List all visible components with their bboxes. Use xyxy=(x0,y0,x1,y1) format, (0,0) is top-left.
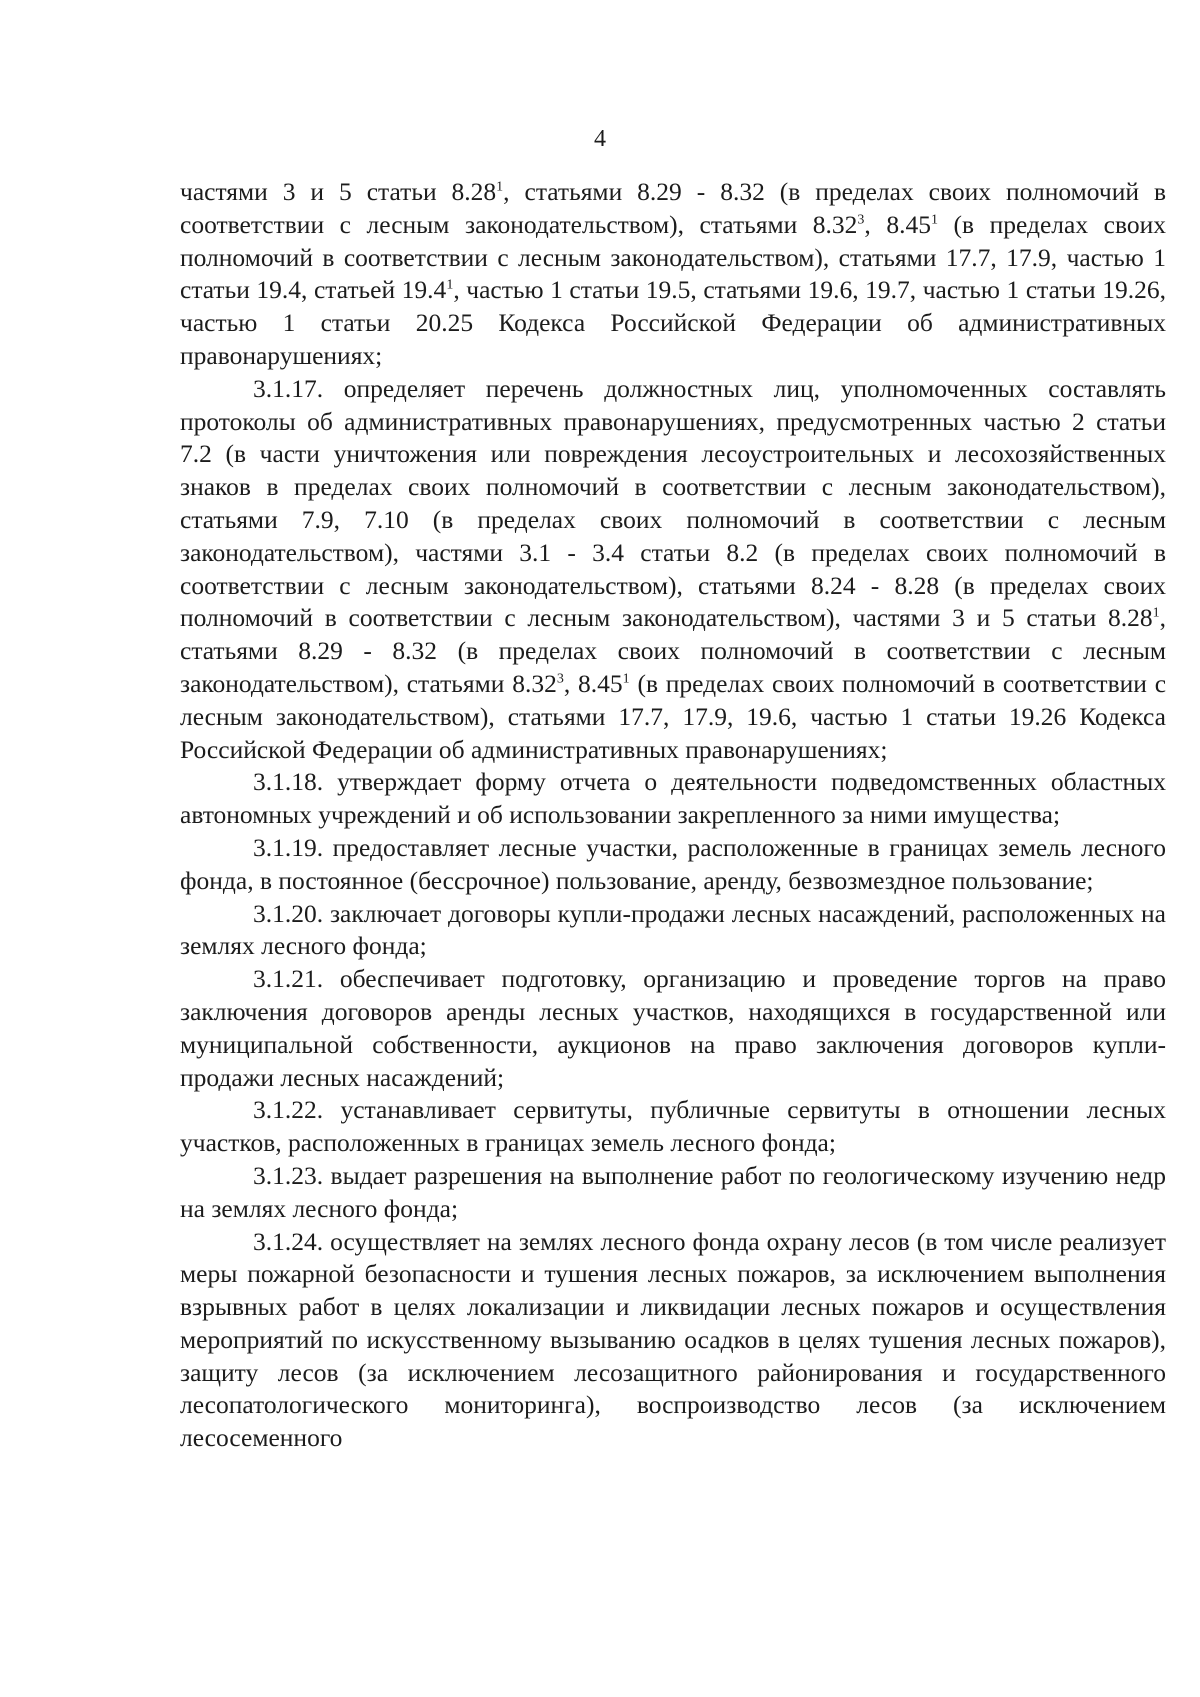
paragraph-text: 3.1.24. осуществляет на землях лесного фонда охрану лесов (в том числе реализует меры пожарной безопасности и тушения лесных пожаров, за исключением выполнения взрывных работ в целях локализации и ликвидации лесных пожаров и осуществления мероприятий по искусственному вызыванию осадков в целях тушения лесных пожаров), защиту лесов (за исключением лесозащитного районирования и государственного лесопатологического мониторинга), воспроизводство лесов (за исключением лесосеменного xyxy=(180,1226,1166,1453)
paragraph-text: 3.1.21. обеспечивает подготовку, организацию и проведение торгов на право заключения договоров аренды лесных участков, находящихся в государственной или муниципальной собственности, аукционов на право заключения договоров купли-продажи лесных насаждений; xyxy=(180,964,1166,1092)
paragraph-text: (в пределах своих полномочий в соответствии с лесным законодательством), статьями 17.7, 17.9, частью 1 статьи 19.4, статьей 19.4 xyxy=(180,209,1166,305)
paragraph-clause xyxy=(180,1094,1166,1160)
superscript-index: 1 xyxy=(446,277,454,293)
superscript-index: 3 xyxy=(556,671,564,687)
paragraph-clause xyxy=(180,373,1166,767)
paragraph-text: (в пределах своих полномочий в соответствии с лесным законодательством), статьями 17.7, 17.9, 19.6, частью 1 статьи 19.26 Кодекса Российской Федерации об административных правонарушениях; xyxy=(180,668,1167,764)
paragraph-text: , 8.45 xyxy=(563,668,623,698)
paragraph-text: 3.1.23. выдает разрешения на выполнение работ по геологическому изучению недр на землях лесного фонда; xyxy=(180,1160,1166,1223)
paragraph-text: , 8.45 xyxy=(864,209,931,239)
paragraph-text: 3.1.17. определяет перечень должностных лиц, уполномоченных составлять протоколы об административных правонарушениях, предусмотренных частью 2 статьи 7.2 (в части уничтожения или повреждения лесоустроительных и лесохозяйственных знаков в пределах своих полномочий в соответствии с лесным законодательством), статьями 7.9, 7.10 (в пределах своих полномочий в соответствии с лесным законодательством), частями 3.1 - 3.4 статьи 8.2 (в пределах своих полномочий в соответствии с лесным законодательством), статьями 8.24 - 8.28 (в пределах своих полномочий в соответствии с лесным законодательством), частями 3 и 5 статьи 8.28 xyxy=(180,373,1166,633)
paragraph-text: , статьями 8.29 - 8.32 (в пределах своих полномочий в соответствии с лесным законодательством), статьями 8.32 xyxy=(180,177,1166,239)
paragraph-clause xyxy=(180,832,1166,898)
paragraph-continuation xyxy=(180,176,1166,373)
document-body xyxy=(180,176,1166,1455)
paragraph-clause xyxy=(180,1226,1166,1456)
paragraph-text: 3.1.22. устанавливает сервитуты, публичные сервитуты в отношении лесных участков, расположенных в границах земель лесного фонда; xyxy=(180,1095,1166,1158)
paragraph-clause xyxy=(180,766,1166,832)
paragraph-text: частями 3 и 5 статьи 8.28 xyxy=(180,177,497,206)
paragraph-text: , статьями 8.29 - 8.32 (в пределах своих полномочий в соответствии с лесным законодательством), статьями 8.32 xyxy=(180,603,1166,698)
superscript-index: 3 xyxy=(857,212,865,228)
paragraph-clause xyxy=(180,963,1166,1094)
paragraph-text: 3.1.19. предоставляет лесные участки, расположенные в границах земель лесного фонда, в постоянное (бессрочное) пользование, аренду, безвозмездное пользование; xyxy=(180,832,1166,895)
superscript-index: 1 xyxy=(1152,605,1160,621)
page-number: 4 xyxy=(594,126,606,152)
paragraph-text: 3.1.20. заключает договоры купли-продажи лесных насаждений, расположенных на землях лесного фонда; xyxy=(180,898,1166,961)
paragraph-text: , частью 1 статьи 19.5, статьями 19.6, 19.7, частью 1 статьи 19.26, частью 1 статьи 20.25 Кодекса Российской Федерации об административных правонарушениях; xyxy=(180,275,1166,370)
paragraph-clause xyxy=(180,1160,1166,1226)
paragraph-clause xyxy=(180,898,1166,964)
paragraph-text: 3.1.18. утверждает форму отчета о деятельности подведомственных областных автономных учреждений и об использовании закрепленного за ними имущества; xyxy=(180,767,1166,830)
superscript-index: 1 xyxy=(930,212,938,228)
superscript-index: 1 xyxy=(496,179,504,195)
superscript-index: 1 xyxy=(622,671,630,687)
